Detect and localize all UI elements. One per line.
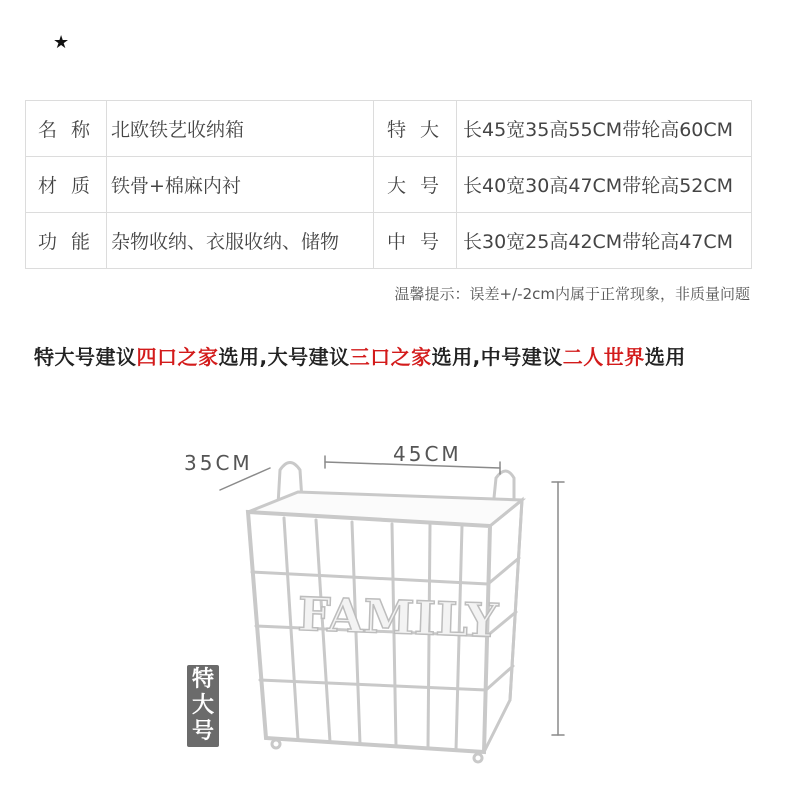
rec-highlight: 四口之家 [136, 345, 219, 369]
spec-value: 铁骨+棉麻内衬 [107, 157, 374, 213]
rec-text: 选用,中号建议 [431, 345, 563, 369]
size-dimensions: 长45宽35高55CM带轮高60CM [457, 101, 752, 157]
spec-label: 名 称 [26, 101, 107, 157]
size-label: 特 大 [374, 101, 457, 157]
rec-text: 选用,大号建议 [218, 345, 350, 369]
rec-text: 选用 [644, 345, 686, 369]
length-dimension-label: 45CM [393, 442, 462, 466]
size-badge-char: 号 [191, 719, 214, 744]
size-dimensions: 长30宽25高42CM带轮高47CM [457, 213, 752, 269]
size-badge [187, 665, 219, 747]
star-icon: ★ [53, 32, 70, 53]
size-badge-char: 大 [191, 693, 214, 718]
rec-highlight: 三口之家 [349, 345, 432, 369]
size-label: 大 号 [374, 157, 457, 213]
tolerance-note: 温馨提示：误差+/-2cm内属于正常现象，非质量问题 [394, 285, 750, 303]
size-dimensions: 长40宽30高47CM带轮高52CM [457, 157, 752, 213]
size-label: 中 号 [374, 213, 457, 269]
size-badge-char: 特 [191, 667, 214, 692]
spec-label: 材 质 [26, 157, 107, 213]
spec-label: 功 能 [26, 213, 107, 269]
width-dimension-label: 35CM [184, 451, 253, 475]
basket-family-text: FAMILY [296, 586, 499, 648]
rec-highlight: 二人世界 [562, 345, 645, 369]
rec-text: 特大号建议 [34, 345, 137, 369]
spec-value: 杂物收纳、衣服收纳、储物 [107, 213, 374, 269]
spec-value: 北欧铁艺收纳箱 [107, 101, 374, 157]
